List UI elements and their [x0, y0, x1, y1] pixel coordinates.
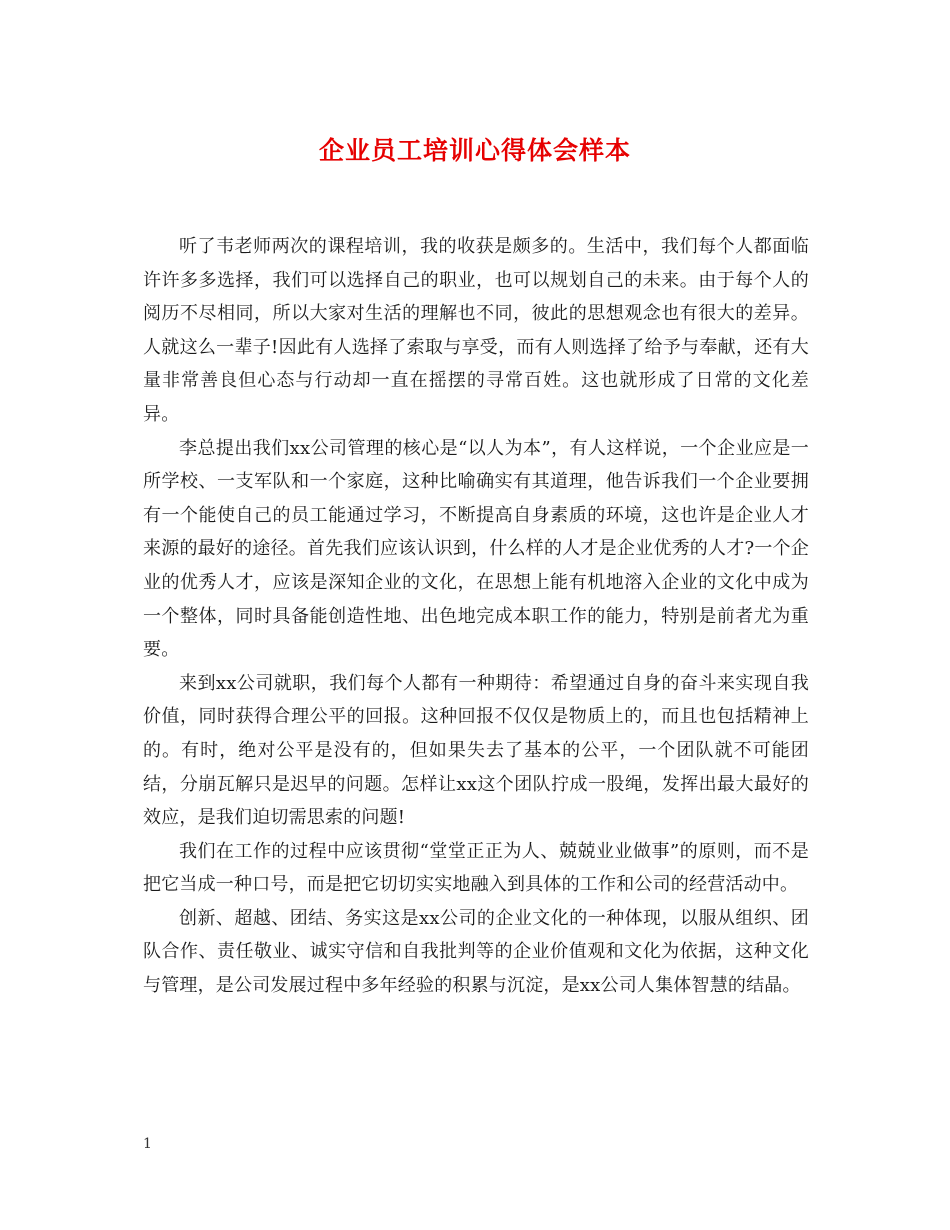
document-body	[143, 230, 809, 1003]
document-title: 企业员工培训心得体会样本	[318, 136, 631, 165]
paragraph-5: 创新、超越、团结、务实这是xx公司的企业文化的一种体现，以服从组织、团队合作、责任敬业、诚实守信和自我批判等的企业价值观和文化为依据，这种文化与管理，是公司发展过程中多年经验的积累与沉淀，是xx公司人集体智慧的结晶。	[143, 907, 809, 997]
page-number: 1	[143, 1136, 152, 1152]
paragraph-1: 听了韦老师两次的课程培训，我的收获是颇多的。生活中，我们每个人都面临许许多多选择，我们可以选择自己的职业，也可以规划自己的未来。由于每个人的阅历不尽相同，所以大家对生活的理解也不同，彼此的思想观念也有很大的差异。人就这么一辈子!因此有人选择了索取与享受，而有人则选择了给予与奉献，还有大量非常善良但心态与行动却一直在摇摆的寻常百姓。这也就形成了日常的文化差异。	[143, 236, 809, 425]
paragraph-3: 来到xx公司就职，我们每个人都有一种期待：希望通过自身的奋斗来实现自我价值，同时获得合理公平的回报。这种回报不仅仅是物质上的，而且也包括精神上的。有时，绝对公平是没有的，但如果失去了基本的公平，一个团队就不可能团结，分崩瓦解只是迟早的问题。怎样让xx这个团队拧成一股绳，发挥出最大最好的效应，是我们迫切需思索的问题!	[143, 672, 809, 829]
paragraph-4: 我们在工作的过程中应该贯彻“堂堂正正为人、兢兢业业做事”的原则，而不是把它当成一种口号，而是把它切切实实地融入到具体的工作和公司的经营活动中。	[143, 840, 809, 896]
paragraph-2: 李总提出我们xx公司管理的核心是“以人为本”，有人这样说，一个企业应是一所学校、一支军队和一个家庭，这种比喻确实有其道理，他告诉我们一个企业要拥有一个能使自己的员工能通过学习，不断提高自身素质的环境，这也许是企业人才来源的最好的途径。首先我们应该认识到，什么样的人才是企业优秀的人才?一个企业的优秀人才，应该是深知企业的文化，在思想上能有机地溶入企业的文化中成为一个整体，同时具备能创造性地、出色地完成本职工作的能力，特别是前者尤为重要。	[143, 437, 809, 661]
